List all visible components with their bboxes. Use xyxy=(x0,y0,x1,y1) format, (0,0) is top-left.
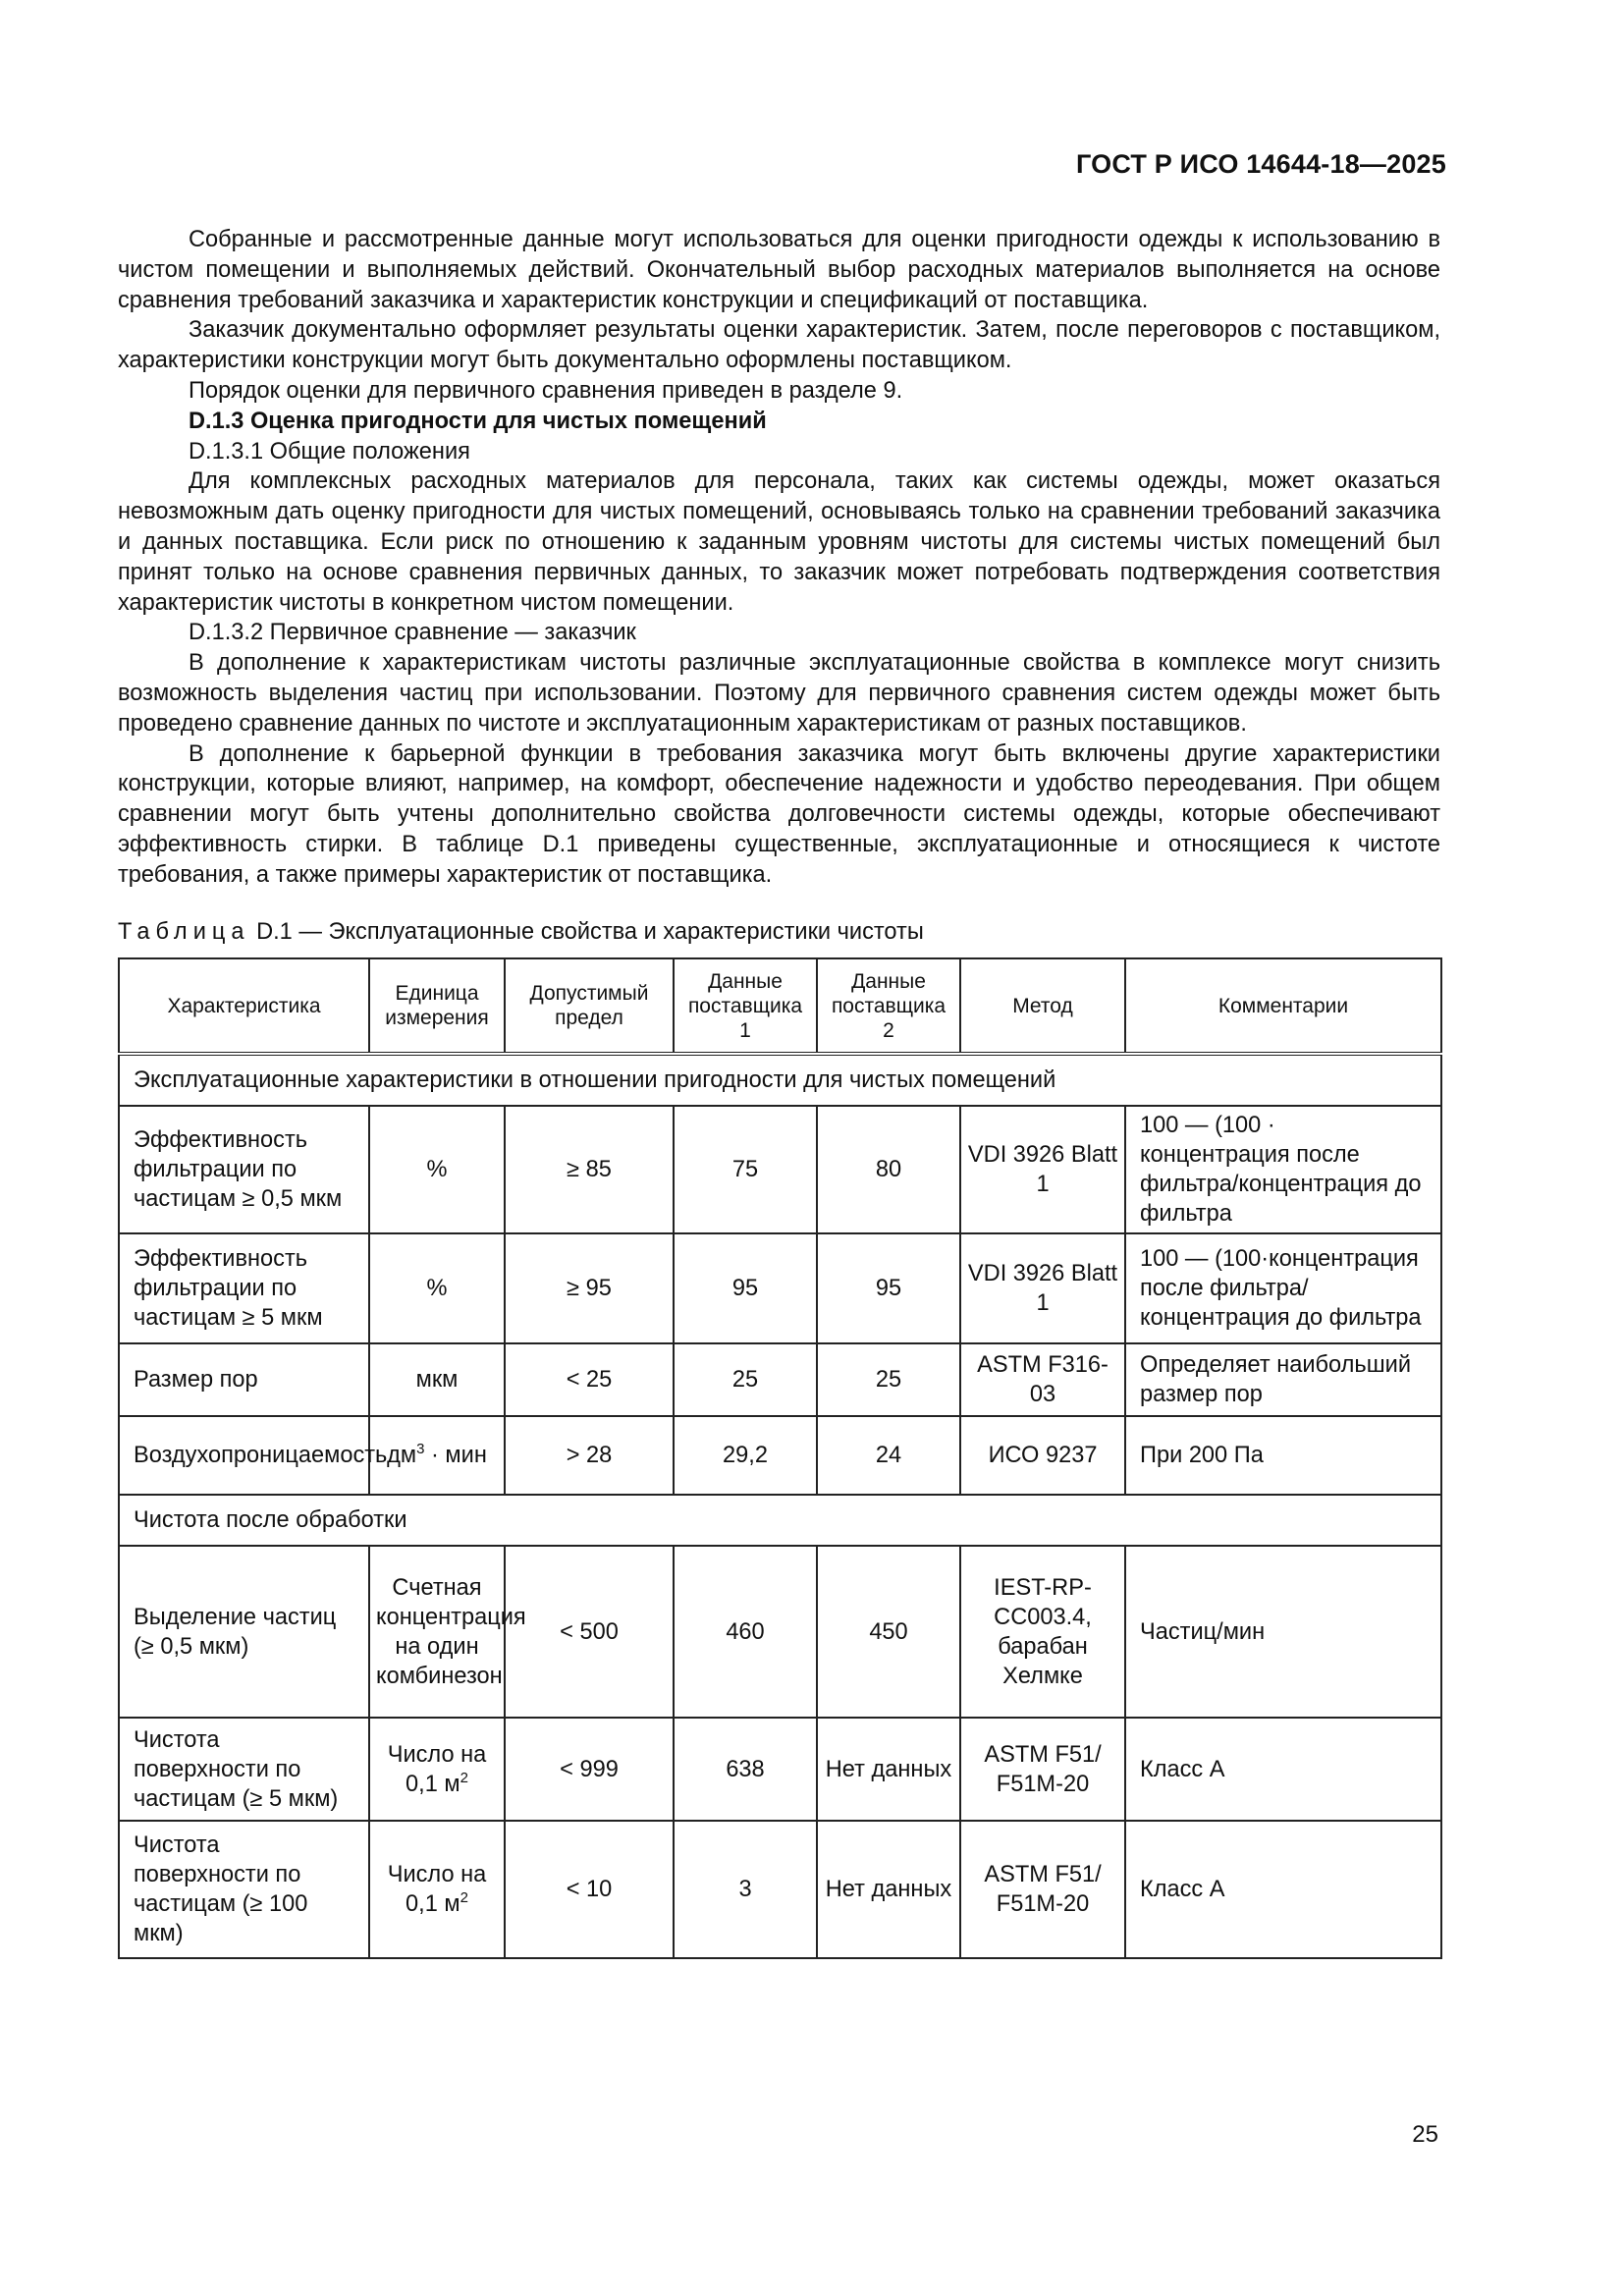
cell-characteristic: Выделение частиц (≥ 0,5 мкм) xyxy=(119,1546,369,1718)
cell-characteristic: Эффективность фильтрации по частицам ≥ 0,5 мкм xyxy=(119,1106,369,1233)
header-comments: Комментарии xyxy=(1125,958,1441,1054)
unit-superscript: 2 xyxy=(460,1889,468,1907)
properties-table xyxy=(118,957,1442,1959)
paragraph: Для комплексных расходных материалов для персонала, таких как системы одежды, может оказаться невозможным дать оценку пригодности для чистых помещений, основываясь только на сравнении требований заказчика и данных поставщика. Если риск по отношению к заданным уровням чистоты для системы чистых помещений был принят только на основе сравнения первичных данных, то заказчик может потребовать подтверждения соответствия характеристик чистоты в конкретном чистом помещении. xyxy=(118,468,1440,616)
header-supplier-2: Данные поставщика 2 xyxy=(817,958,960,1054)
cell-limit: ≥ 85 xyxy=(505,1106,674,1233)
cell-method: ASTM F51/ F51M-20 xyxy=(960,1821,1125,1958)
cell-unit: % xyxy=(369,1106,505,1233)
cell-method: ASTM F51/ F51M-20 xyxy=(960,1718,1125,1821)
table-row xyxy=(119,1343,1441,1416)
header-limit: Допустимый предел xyxy=(505,958,674,1054)
cell-supplier-2: 450 xyxy=(817,1546,960,1718)
unit-rest: · мин xyxy=(424,1443,487,1468)
unit-superscript: 2 xyxy=(460,1769,468,1786)
table-row xyxy=(119,1718,1441,1821)
cell-characteristic: Чистота поверхности по частицам (≥ 5 мкм) xyxy=(119,1718,369,1821)
cell-supplier-2: Нет данных xyxy=(817,1821,960,1958)
cell-method: IEST-RP-CC003.4, барабан Хелмке xyxy=(960,1546,1125,1718)
header-method: Метод xyxy=(960,958,1125,1054)
table-section-row xyxy=(119,1495,1441,1546)
cell-limit: < 10 xyxy=(505,1821,674,1958)
cell-supplier-2: Нет данных xyxy=(817,1718,960,1821)
cell-unit: % xyxy=(369,1233,505,1343)
cell-unit xyxy=(369,1718,505,1821)
cell-supplier-1: 638 xyxy=(674,1718,817,1821)
paragraph: Собранные и рассмотренные данные могут использоваться для оценки пригодности одежды к использованию в чистом помещении и выполняемых действий. Окончательный выбор расходных материалов выполняется на основе сравнения требований заказчика и характеристик конструкции и спецификаций от поставщика. xyxy=(118,227,1440,313)
subsection-heading: D.1.3.2 Первичное сравнение — заказчик xyxy=(189,620,636,646)
cell-characteristic: Чистота поверхности по частицам (≥ 100 мкм) xyxy=(119,1821,369,1958)
table-caption-text: D.1 — Эксплуатационные свойства и характеристики чистоты xyxy=(256,919,924,945)
cell-supplier-1: 95 xyxy=(674,1233,817,1343)
table-header-row xyxy=(119,958,1441,1054)
header-unit: Единица измерения xyxy=(369,958,505,1054)
subsection-heading: D.1.3.1 Общие положения xyxy=(189,438,470,465)
cell-unit: мкм xyxy=(369,1343,505,1416)
body-text xyxy=(118,225,1440,891)
cell-supplier-1: 25 xyxy=(674,1343,817,1416)
cell-supplier-2: 95 xyxy=(817,1233,960,1343)
table-row xyxy=(119,1106,1441,1233)
cell-comment: 100 — (100 · концентрация после фильтра/концентрация до фильтра xyxy=(1125,1106,1441,1233)
cell-comment: Определяет наибольший размер пор xyxy=(1125,1343,1441,1416)
table-caption-label: Таблица xyxy=(118,919,250,945)
unit-superscript: 3 xyxy=(416,1441,425,1458)
cell-comment: Частиц/мин xyxy=(1125,1546,1441,1718)
cell-comment: Класс А xyxy=(1125,1718,1441,1821)
table-row xyxy=(119,1233,1441,1343)
cell-characteristic: Размер пор xyxy=(119,1343,369,1416)
cell-supplier-2: 80 xyxy=(817,1106,960,1233)
cell-supplier-1: 29,2 xyxy=(674,1416,817,1495)
table-caption xyxy=(118,919,924,946)
cell-method: VDI 3926 Blatt 1 xyxy=(960,1106,1125,1233)
cell-comment: При 200 Па xyxy=(1125,1416,1441,1495)
table-row xyxy=(119,1821,1441,1958)
cell-supplier-1: 3 xyxy=(674,1821,817,1958)
cell-supplier-2: 24 xyxy=(817,1416,960,1495)
table-section-row xyxy=(119,1054,1441,1106)
cell-supplier-2: 25 xyxy=(817,1343,960,1416)
cell-comment: 100 — (100·концентрация после фильтра/концентрация до фильтра xyxy=(1125,1233,1441,1343)
cell-supplier-1: 460 xyxy=(674,1546,817,1718)
cell-limit: < 500 xyxy=(505,1546,674,1718)
unit-base: Число на 0,1 м xyxy=(387,1862,487,1917)
cell-unit xyxy=(369,1821,505,1958)
unit-base: Число на 0,1 м xyxy=(387,1741,487,1797)
cell-characteristic: Эффективность фильтрации по частицам ≥ 5 мкм xyxy=(119,1233,369,1343)
cell-unit: Счетная концентрация на один комбинезон xyxy=(369,1546,505,1718)
cell-method: ASTM F316-03 xyxy=(960,1343,1125,1416)
cell-unit xyxy=(369,1416,505,1495)
cell-method: VDI 3926 Blatt 1 xyxy=(960,1233,1125,1343)
section-title: Чистота после обработки xyxy=(119,1495,1441,1546)
paragraph: В дополнение к барьерной функции в требования заказчика могут быть включены другие характеристики конструкции, которые влияют, например, на комфорт, обеспечение надежности и удобство переодевания. При общем сравнении могут быть учтены дополнительно свойства долговечности системы одежды, которые обеспечивают эффективность стирки. В таблице D.1 приведены существенные, эксплуатационные и относящиеся к чистоте требования, а также примеры характеристик от поставщика. xyxy=(118,740,1440,888)
section-title: Эксплуатационные характеристики в отношении пригодности для чистых помещений xyxy=(119,1054,1441,1106)
header-characteristic: Характеристика xyxy=(119,958,369,1054)
cell-limit: > 28 xyxy=(505,1416,674,1495)
unit-base: дм xyxy=(387,1443,417,1468)
cell-comment: Класс А xyxy=(1125,1821,1441,1958)
cell-characteristic: Воздухопроницаемость xyxy=(119,1416,369,1495)
cell-limit: < 25 xyxy=(505,1343,674,1416)
header-supplier-1: Данные поставщика 1 xyxy=(674,958,817,1054)
cell-limit: < 999 xyxy=(505,1718,674,1821)
paragraph: Заказчик документально оформляет результаты оценки характеристик. Затем, после переговоров с поставщиком, характеристики конструкции могут быть документально оформлены поставщиком. xyxy=(118,317,1440,374)
section-heading: D.1.3 Оценка пригодности для чистых помещений xyxy=(189,408,767,434)
cell-supplier-1: 75 xyxy=(674,1106,817,1233)
table-row xyxy=(119,1546,1441,1718)
table-row xyxy=(119,1416,1441,1495)
paragraph: В дополнение к характеристикам чистоты различные эксплуатационные свойства в комплексе могут снизить возможность выделения частиц при использовании. Поэтому для первичного сравнения систем одежды может быть проведено сравнение данных по чистоте и эксплуатационным характеристикам от разных поставщиков. xyxy=(118,650,1440,737)
standard-designation: ГОСТ Р ИСО 14644-18—2025 xyxy=(1076,149,1446,179)
cell-method: ИСО 9237 xyxy=(960,1416,1125,1495)
page-number: 25 xyxy=(1412,2121,1438,2148)
paragraph: Порядок оценки для первичного сравнения приведен в разделе 9. xyxy=(189,377,903,404)
cell-limit: ≥ 95 xyxy=(505,1233,674,1343)
